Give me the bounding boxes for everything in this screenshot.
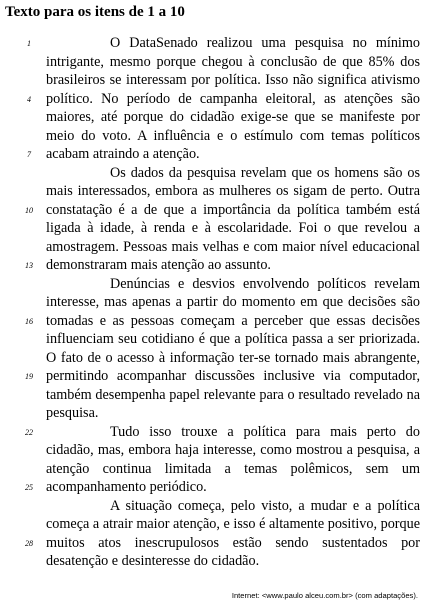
paragraph-5: A situação começa, pelo visto, a mudar e a política começa a atrair maior atenção, e isso é altamente positivo, porque muitos atos inescrupulosos estão sendo sustentados por desatenção e desinteresse do cidadão. [46, 497, 420, 569]
paragraph-1: O DataSenado realizou uma pesquisa no mínimo intrigante, mesmo porque chegou à conclusão de que 85% dos brasileiros se interessam por política. Isso não significa ativismo político. No período de campanha eleitoral, as atenções são maiores, até porque do cidadão exige-se que se manifeste por meio do voto. A influência e o estímulo com temas políticos acabam atraindo a atenção. [46, 35, 420, 162]
line-number: 7 [27, 150, 31, 159]
line-number: 19 [25, 372, 33, 381]
line-number: 10 [25, 206, 33, 215]
line-number: 13 [25, 261, 33, 270]
source-citation: Internet: <www.paulo alceu.com.br> (com adaptações). [231, 591, 418, 600]
text-title: Texto para os itens de 1 a 10 [5, 4, 185, 20]
paragraph-2: Os dados da pesquisa revelam que os homens são os mais interessados, embora as mulheres os sigam de perto. Outra constatação é a de que a importância da política também está ligada à idade, à renda e à escolaridade. Foi o que revelou a amostragem. Pessoas mais velhas e com maior nível educacional demonstraram mais atenção ao assunto. [46, 164, 420, 273]
passage-text [46, 34, 420, 571]
line-number: 22 [25, 428, 33, 437]
line-number: 1 [27, 39, 31, 48]
line-number: 28 [25, 539, 33, 548]
line-number: 16 [25, 317, 33, 326]
line-number: 25 [25, 483, 33, 492]
paragraph-3: Denúncias e desvios envolvendo políticos revelam interesse, mas apenas a partir do momento em que decisões são tomadas e as pessoas começam a perceber que essas decisões influenciam seu cotidiano é que a política passa a ser priorizada. O fato de o acesso à informação ter-se tornado mais abrangente, permitindo acompanhar discussões inclusive via computador, também desempenha papel relevante para o resultado revelado na pesquisa. [46, 275, 420, 421]
line-number: 4 [27, 95, 31, 104]
paragraph-4: Tudo isso trouxe a política para mais perto do cidadão, mas, embora haja interesse, como mostrou a pesquisa, a atenção continua limitada a temas polêmicos, sem um acompanhamento periódico. [46, 423, 420, 495]
